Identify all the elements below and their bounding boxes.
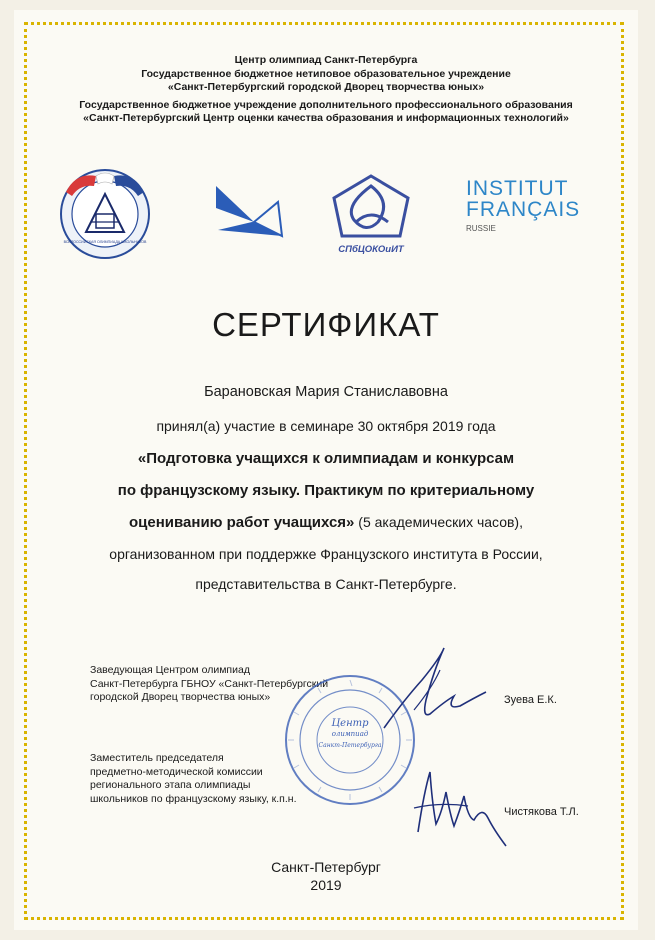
header-line-2: Государственное бюджетное нетиповое образовательное учреждение — [141, 67, 511, 80]
second-signature-image — [410, 762, 520, 852]
header-line-4: Государственное бюджетное учреждение дополнительного профессионального образования — [79, 98, 573, 111]
stamp-line-1: Центр — [331, 718, 369, 729]
certificate-title: СЕРТИФИКАТ — [212, 306, 440, 343]
header-block — [14, 54, 638, 126]
first-signature-image — [374, 640, 494, 750]
footer-city: Санкт-Петербург — [271, 859, 381, 875]
first-signatory-name: Зуева Е.К. — [504, 694, 557, 706]
first-title-line-3: городской Дворец творчества юных» — [90, 691, 271, 703]
second-title-line-4: школьников по французскому языку, к.п.н. — [90, 792, 297, 805]
second-title-line-2: предметно-методической комиссии — [90, 765, 263, 778]
header-line-3: «Санкт-Петербургский городской Дворец творчества юных» — [167, 81, 485, 93]
certificate-sheet — [14, 10, 638, 930]
institut-sub: RUSSIE — [466, 224, 496, 233]
stamp-line-3: Санкт-Петербурга — [318, 742, 382, 749]
seminar-title-line-3-wrap — [14, 514, 638, 532]
institut-francais-logo — [466, 178, 596, 248]
first-title-line-2: Санкт-Петербурга ГБНОУ «Санкт-Петербургский — [90, 677, 329, 690]
footer-block — [14, 858, 638, 894]
spbcokoit-label: СПбЦОКОиИТ — [338, 244, 404, 255]
second-signatory-name: Чистякова Т.Л. — [504, 806, 579, 818]
seminar-hours: (5 академических часов), — [354, 514, 523, 530]
footer-year: 2019 — [310, 877, 342, 893]
support-line-2: представительства в Санкт-Петербурге. — [195, 576, 457, 592]
olympiad-emblem-logo — [56, 162, 154, 260]
olympiad-ring-text: ВСЕРОССИЙСКАЯ ОЛИМПИАДА ШКОЛЬНИКОВ — [63, 240, 147, 244]
spbcokoit-logo — [326, 172, 416, 260]
participation-line: принял(а) участие в семинаре 30 октября 2019 года — [156, 418, 496, 434]
institut-line-1: INSTITUT — [466, 177, 569, 200]
header-line-5: «Санкт-Петербургский Центр оценки качества образования и информационных технологий» — [83, 112, 569, 124]
recipient-name: Барановская Мария Станиславовна — [204, 384, 448, 400]
header-line-1: Центр олимпиад Санкт-Петербурга — [234, 54, 418, 66]
stamp-line-2: олимпиад — [331, 730, 369, 738]
second-title-line-1: Заместитель председателя — [90, 752, 224, 764]
seminar-title-line-1: «Подготовка учащихся к олимпиадам и конкурсам — [137, 450, 515, 467]
second-title-line-3: регионального этапа олимпиады — [90, 779, 251, 791]
institut-line-2: FRANÇAIS — [466, 198, 581, 221]
seminar-title-line-2: по французскому языку. Практикум по критериальному — [117, 482, 535, 499]
support-line-1: организованном при поддержке Французского института в России, — [109, 546, 543, 562]
seminar-title-line-3: оцениванию работ учащихся» — [129, 514, 355, 531]
palace-arrow-logo — [208, 182, 288, 244]
first-title-line-1: Заведующая Центром олимпиад — [90, 664, 250, 676]
